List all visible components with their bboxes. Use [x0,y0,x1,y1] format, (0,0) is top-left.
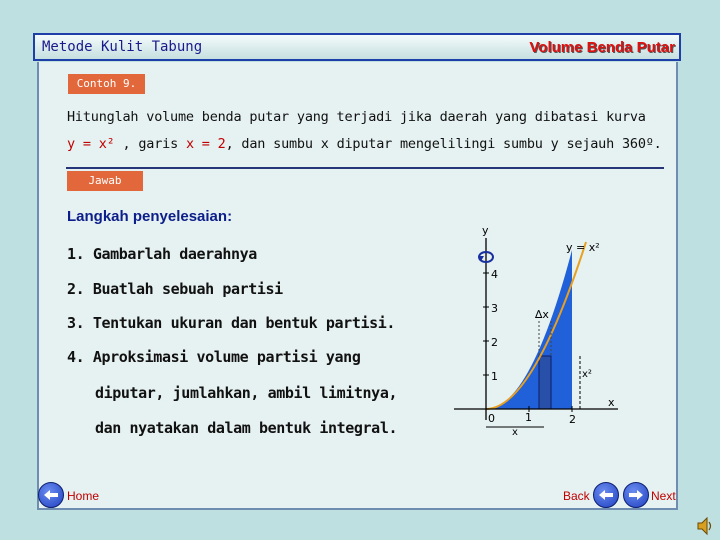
y-tick-label-2: 2 [491,336,498,349]
step-4-cont-1: diputar, jumlahkan, ambil limitnya, [95,384,398,402]
y-tick-label-1: 1 [491,370,498,383]
next-label[interactable]: Next [651,489,676,503]
step-2: 2. Buatlah sebuah partisi [67,280,283,298]
divider-line [66,167,664,169]
speaker-icon[interactable] [696,516,714,536]
origin-label: 0 [488,412,495,425]
problem-rest: , dan sumbu x diputar mengelilingi sumbu y sejauh 360º. [225,136,662,152]
y-tick-label-3: 3 [491,302,498,315]
slide-header [33,33,681,61]
line-equation: x = 2 [185,136,226,152]
answer-tag: Jawab [67,171,143,191]
home-button[interactable] [38,482,64,508]
step-4: 4. Aproksimasi volume partisi yang [67,348,361,366]
problem-line-1: Hitunglah volume benda putar yang terjadi jika daerah yang dibatasi kurva [67,109,646,125]
shaded-region [486,250,572,409]
step-4-cont-2: dan nyatakan dalam bentuk integral. [95,419,398,437]
home-label[interactable]: Home [67,489,100,503]
header-right-title: Volume Benda Putar [529,39,675,56]
problem-text [67,104,662,158]
steps-title: Langkah penyelesaian: [67,208,233,225]
delta-x-label: ∆x [535,308,549,321]
partition-strip [539,356,551,409]
step-3: 3. Tentukan ukuran dan bentuk partisi. [67,314,395,332]
arrow-right-icon [628,489,644,501]
arrow-left-icon [43,489,59,501]
width-label: x [512,427,518,438]
back-label[interactable]: Back [563,489,590,503]
arrow-left-icon [598,489,614,501]
x-tick-label-2: 2 [569,413,576,426]
next-button[interactable] [623,482,649,508]
example-tag: Contoh 9. [68,74,145,94]
step-1: 1. Gambarlah daerahnya [67,245,257,263]
header-left-title: Metode Kulit Tabung [42,39,203,55]
height-label: x² [582,369,592,380]
y-axis-label: y [482,224,489,237]
region-graph [440,220,640,440]
x-tick-label-1: 1 [525,411,532,424]
y-tick-label-4: 4 [491,268,498,281]
problem-separator: , garis [114,136,186,152]
back-button[interactable] [593,482,619,508]
problem-line-2 [67,131,662,158]
curve-equation: y = x² [67,136,115,152]
curve-label: y = x² [566,241,600,254]
x-axis-label: x [608,396,615,409]
